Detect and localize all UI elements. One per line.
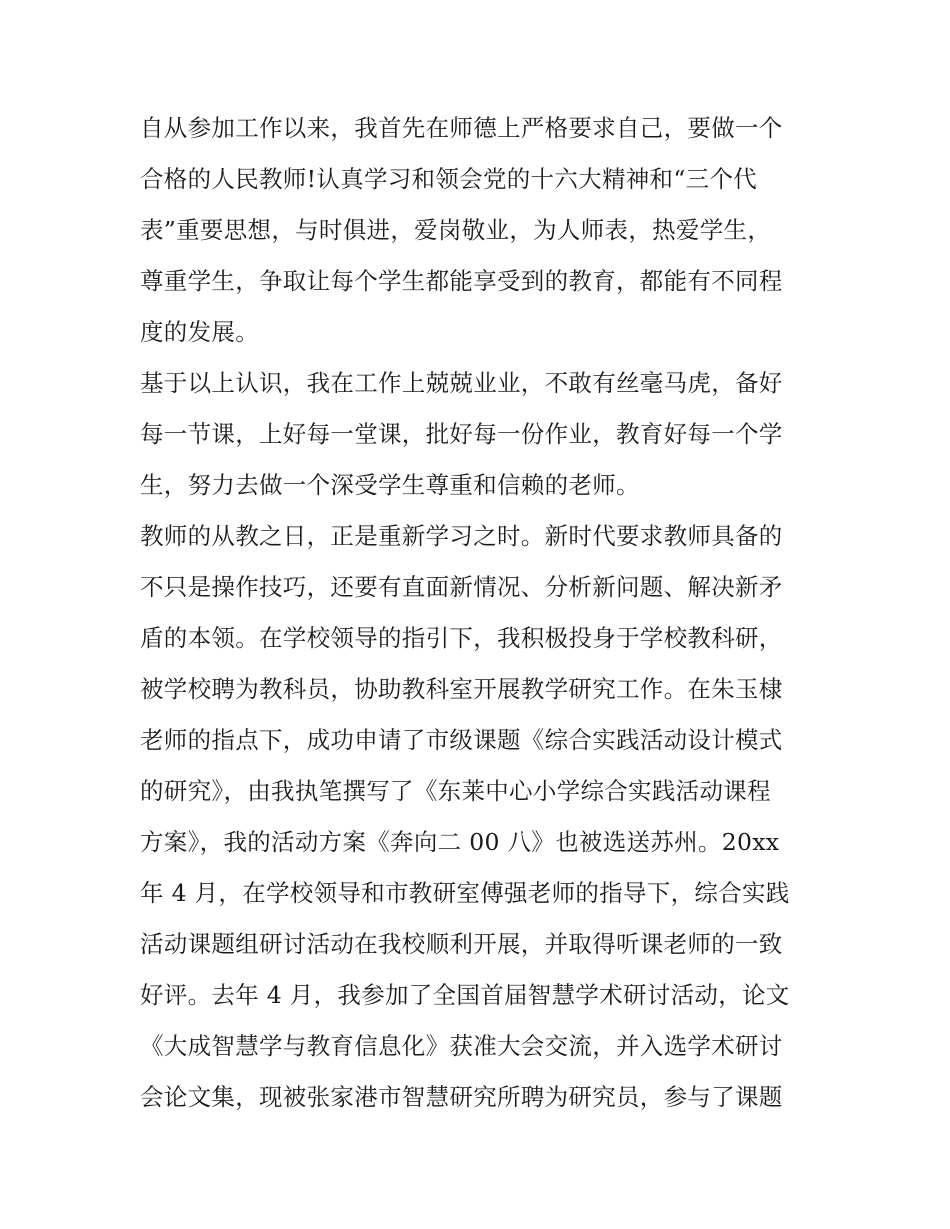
document-body (140, 103, 820, 1123)
paragraph-research (140, 511, 820, 1123)
text-line: 表”重要思想，与时俱进，爱岗敬业，为人师表，热爱学生， (140, 216, 772, 244)
text-line: 不只是操作技巧，还要有直面新情况、分析新问题、解决新矛 (140, 573, 783, 601)
paragraph-ethics (140, 103, 820, 358)
text-line: 活动课题组研讨活动在我校顺利开展，并取得听课老师的一致 (140, 930, 783, 958)
text-line: 生，努力去做一个深受学生尊重和信赖的老师。 (140, 471, 640, 499)
text-line: 方案》，我的活动方案《奔向二 00 八》也被选送苏州。20xx (140, 828, 780, 856)
text-line: 尊重学生，争取让每个学生都能享受到的教育，都能有不同程 (140, 267, 783, 295)
text-line: 好评。去年 4 月，我参加了全国首届智慧学术研讨活动，论文 (140, 981, 790, 1009)
text-line: 教师的从教之日，正是重新学习之时。新时代要求教师具备的 (140, 522, 783, 550)
text-line: 盾的本领。在学校领导的指引下，我积极投身于学校教科研， (140, 624, 783, 652)
text-line: 每一节课，上好每一堂课，批好每一份作业，教育好每一个学 (140, 420, 783, 448)
text-line: 合格的人民教师!认真学习和领会党的十六大精神和“三个代 (140, 165, 758, 193)
text-line: 自从参加工作以来，我首先在师德上严格要求自己，要做一个 (140, 114, 783, 142)
text-line: 《大成智慧学与教育信息化》获准大会交流，并入选学术研讨 (140, 1032, 783, 1060)
text-line: 被学校聘为教科员，协助教科室开展教学研究工作。在朱玉棣 (140, 675, 783, 703)
text-line: 年 4 月，在学校领导和市教研室傅强老师的指导下，综合实践 (140, 879, 790, 907)
paragraph-diligence (140, 358, 820, 511)
text-line: 老师的指点下，成功申请了市级课题《综合实践活动设计模式 (140, 726, 783, 754)
text-line: 会论文集，现被张家港市智慧研究所聘为研究员，参与了课题 (140, 1083, 783, 1111)
text-line: 的研究》，由我执笔撰写了《东莱中心小学综合实践活动课程 (140, 777, 771, 805)
text-line: 度的发展。 (140, 318, 259, 346)
text-line: 基于以上认识，我在工作上兢兢业业，不敢有丝毫马虎，备好 (140, 369, 783, 397)
